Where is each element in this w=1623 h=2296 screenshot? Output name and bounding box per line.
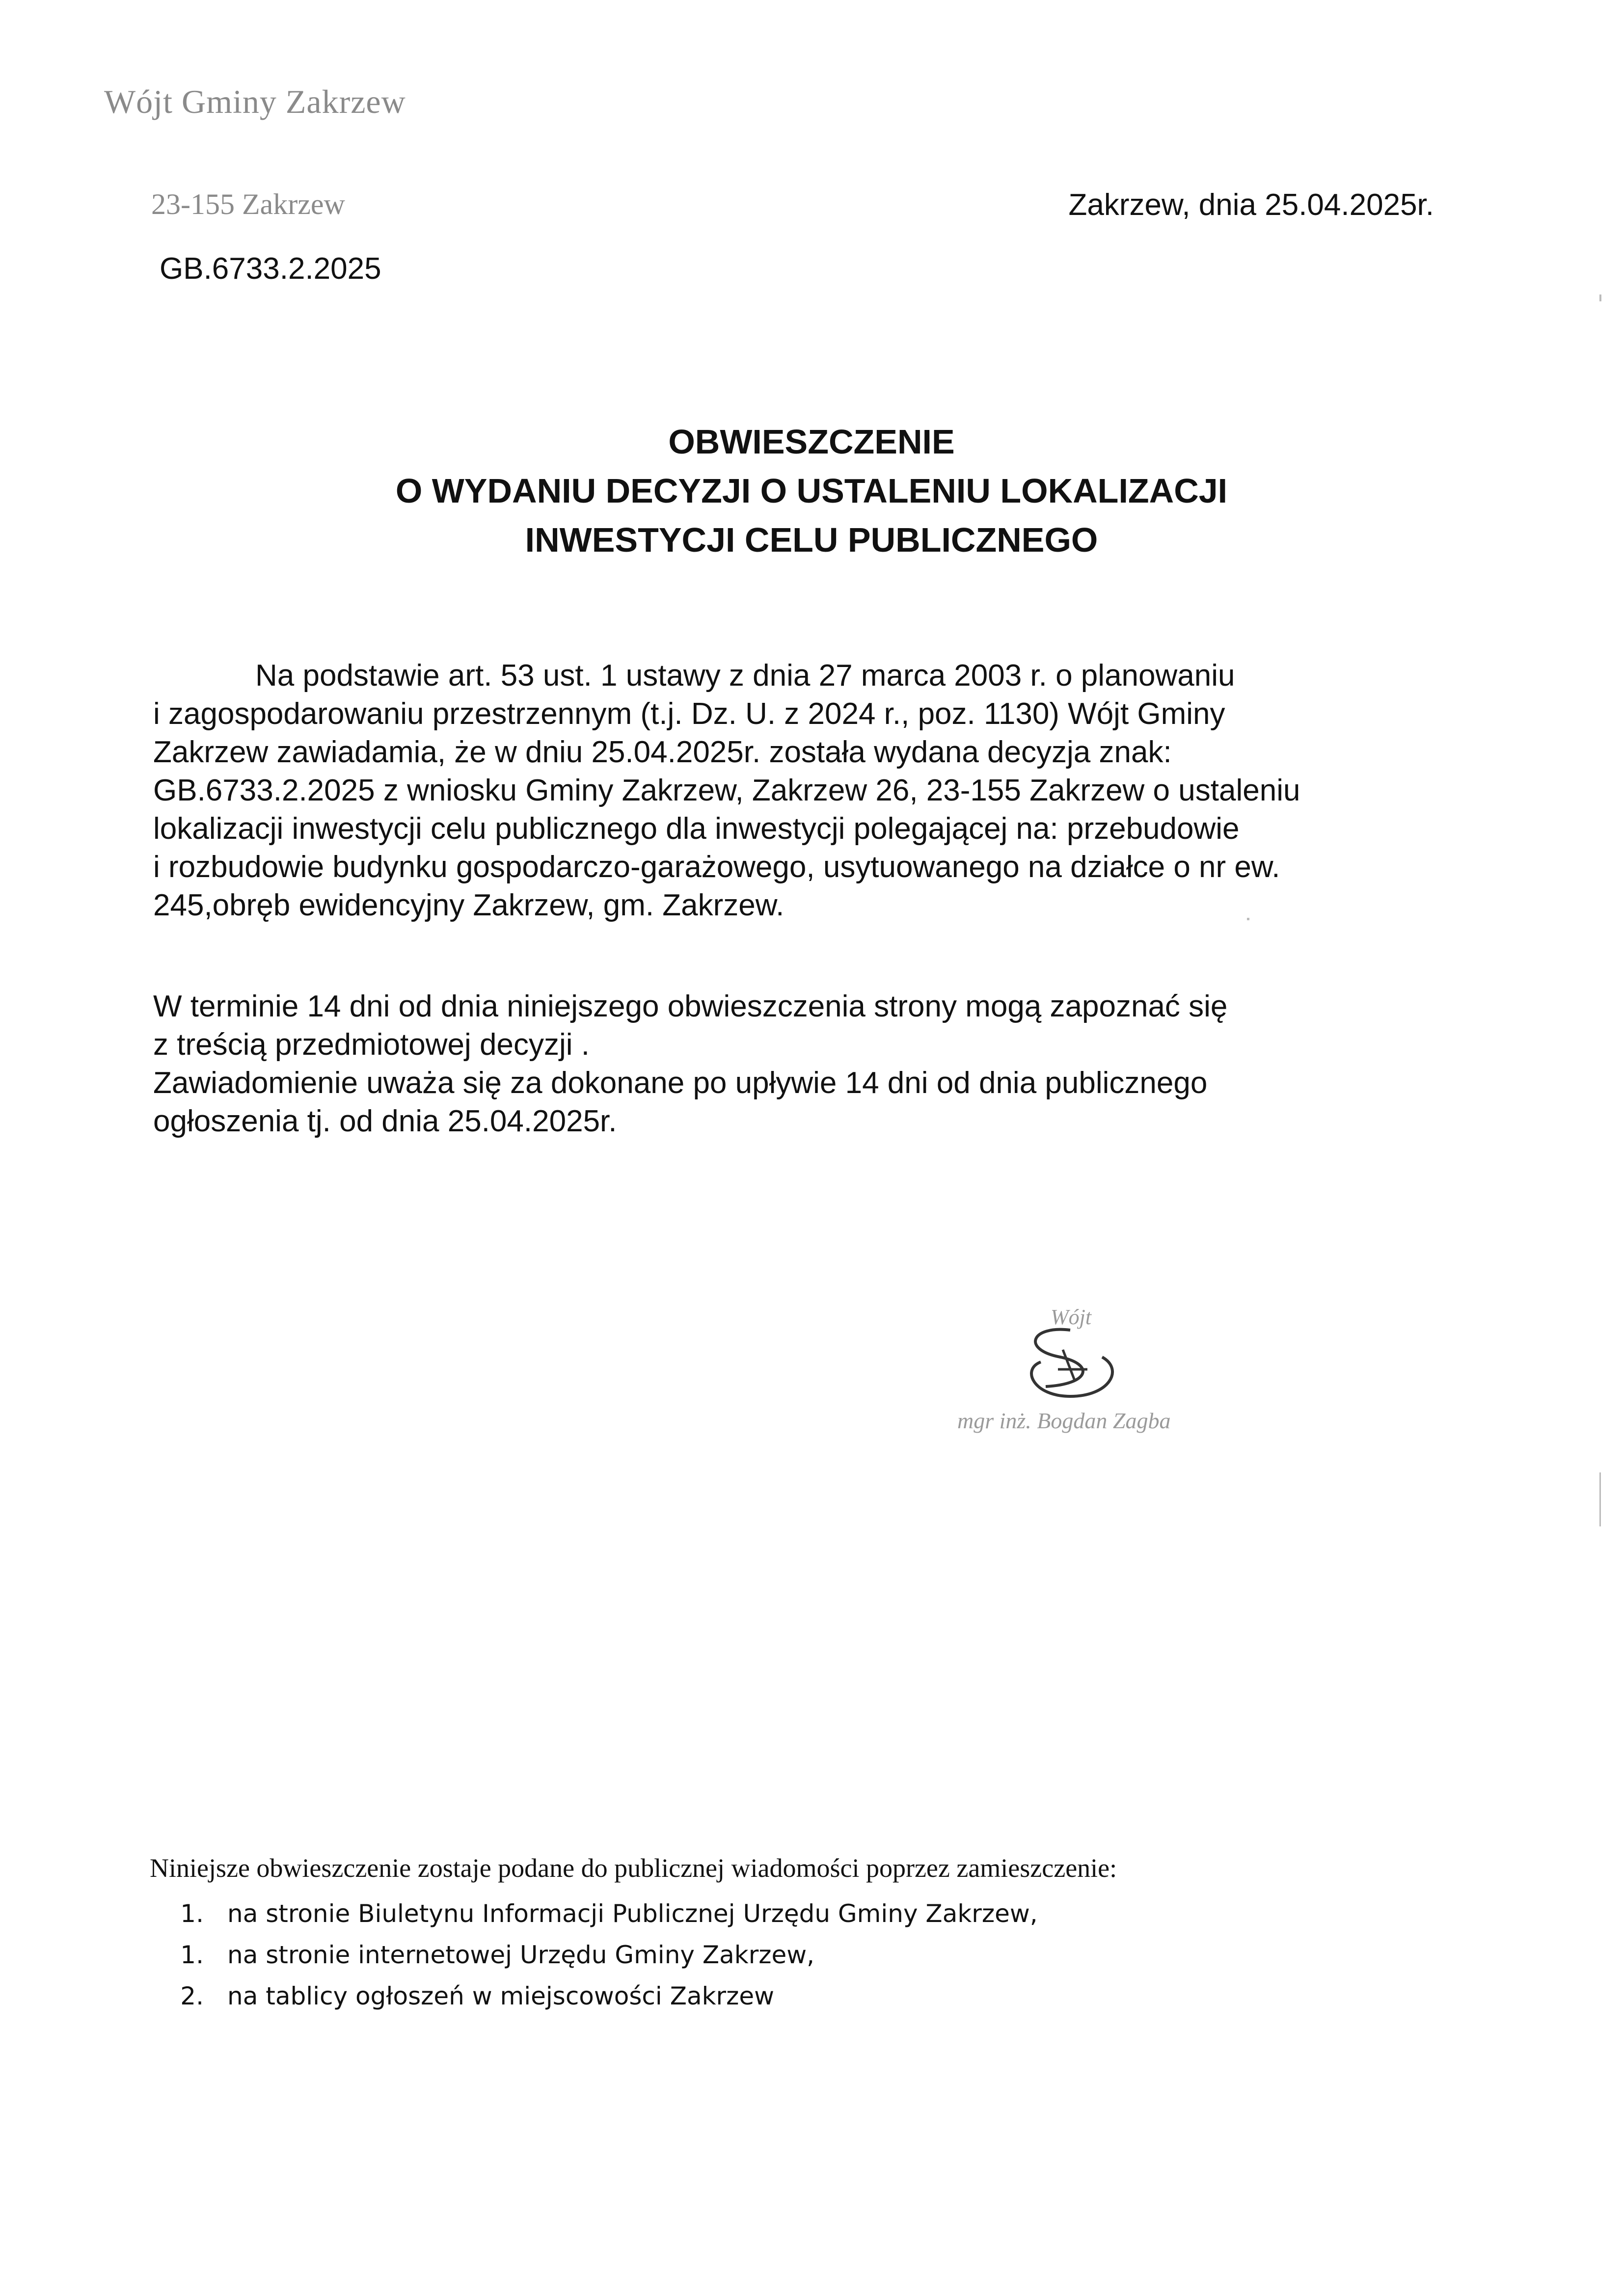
paragraph-2-line: z treścią przedmiotowej decyzji . [153,1028,590,1062]
notice-title [0,417,1623,564]
signature-stroke [1058,1350,1087,1382]
list-item-text: na stronie internetowej Urzędu Gminy Zakrzew, [227,1941,815,1969]
paragraph-2-line: W terminie 14 dni od dnia niniejszego obwieszczenia strony mogą zapoznać się [153,989,1228,1023]
signature-stamp-title: Wójt [1051,1305,1092,1329]
publication-note [150,1853,1117,2017]
signature-stamp-name: mgr inż. Bogdan Zagba [957,1408,1171,1433]
title-line-2: O WYDANIU DECYZJI O USTALENIU LOKALIZACJI [395,472,1228,510]
paragraph-2-line: ogłoszenia tj. od dnia 25.04.2025r. [153,1104,617,1138]
publication-intro: Niniejsze obwieszczenie zostaje podane do publicznej wiadomości poprzez zamieszczenie: [150,1853,1117,1883]
title-line-3: INWESTYCJI CELU PUBLICZNEGO [525,521,1098,559]
signature-stamp [947,1296,1291,1443]
notice-paragraph-1 [153,657,1300,925]
place-and-date: Zakrzew, dnia 25.04.2025r. [1068,188,1434,222]
signature-graphic [947,1296,1291,1443]
scan-speck [1599,1472,1601,1526]
scan-speck [1599,294,1601,301]
list-item-text: na stronie Biuletynu Informacji Publicznej Urzędu Gminy Zakrzew, [227,1899,1038,1928]
list-item-number: 1. [180,1899,204,1928]
paragraph-1-line: 245,obręb ewidencyjny Zakrzew, gm. Zakrzew. [153,888,784,922]
paragraph-1-line: i zagospodarowaniu przestrzennym (t.j. Dz. U. z 2024 r., poz. 1130) Wójt Gminy [153,697,1225,731]
paragraph-1-line: i rozbudowie budynku gospodarczo-garażowego, usytuowanego na działce o nr ew. [153,850,1280,884]
office-stamp-address: 23-155 Zakrzew [151,188,345,220]
publication-list-item [150,1934,1117,1976]
publication-list-item [150,1976,1117,2017]
list-item-number: 1. [180,1941,204,1969]
publication-list [150,1893,1117,2017]
list-item-number: 2. [180,1982,204,2010]
signature-stroke [1035,1330,1083,1387]
scan-speck [1247,918,1249,920]
list-item-text: na tablicy ogłoszeń w miejscowości Zakrzew [227,1982,775,2010]
office-stamp-name: Wójt Gminy Zakrzew [104,83,406,120]
paragraph-1-line: Zakrzew zawiadamia, że w dniu 25.04.2025r. została wydana decyzja znak: [153,735,1172,769]
title-line-1: OBWIESZCZENIE [668,423,955,461]
paragraph-1-line: GB.6733.2.2025 z wniosku Gminy Zakrzew, Zakrzew 26, 23-155 Zakrzew o ustaleniu [153,774,1300,807]
reference-number: GB.6733.2.2025 [160,252,381,286]
notice-paragraph-2 [153,988,1227,1141]
publication-list-item [150,1893,1117,1934]
paragraph-1-line: lokalizacji inwestycji celu publicznego dla inwestycji polegającej na: przebudowie [153,812,1240,846]
paragraph-2-line: Zawiadomienie uważa się za dokonane po upływie 14 dni od dnia publicznego [153,1066,1208,1100]
paragraph-1-line: Na podstawie art. 53 ust. 1 ustawy z dnia 27 marca 2003 r. o planowaniu [255,659,1235,693]
